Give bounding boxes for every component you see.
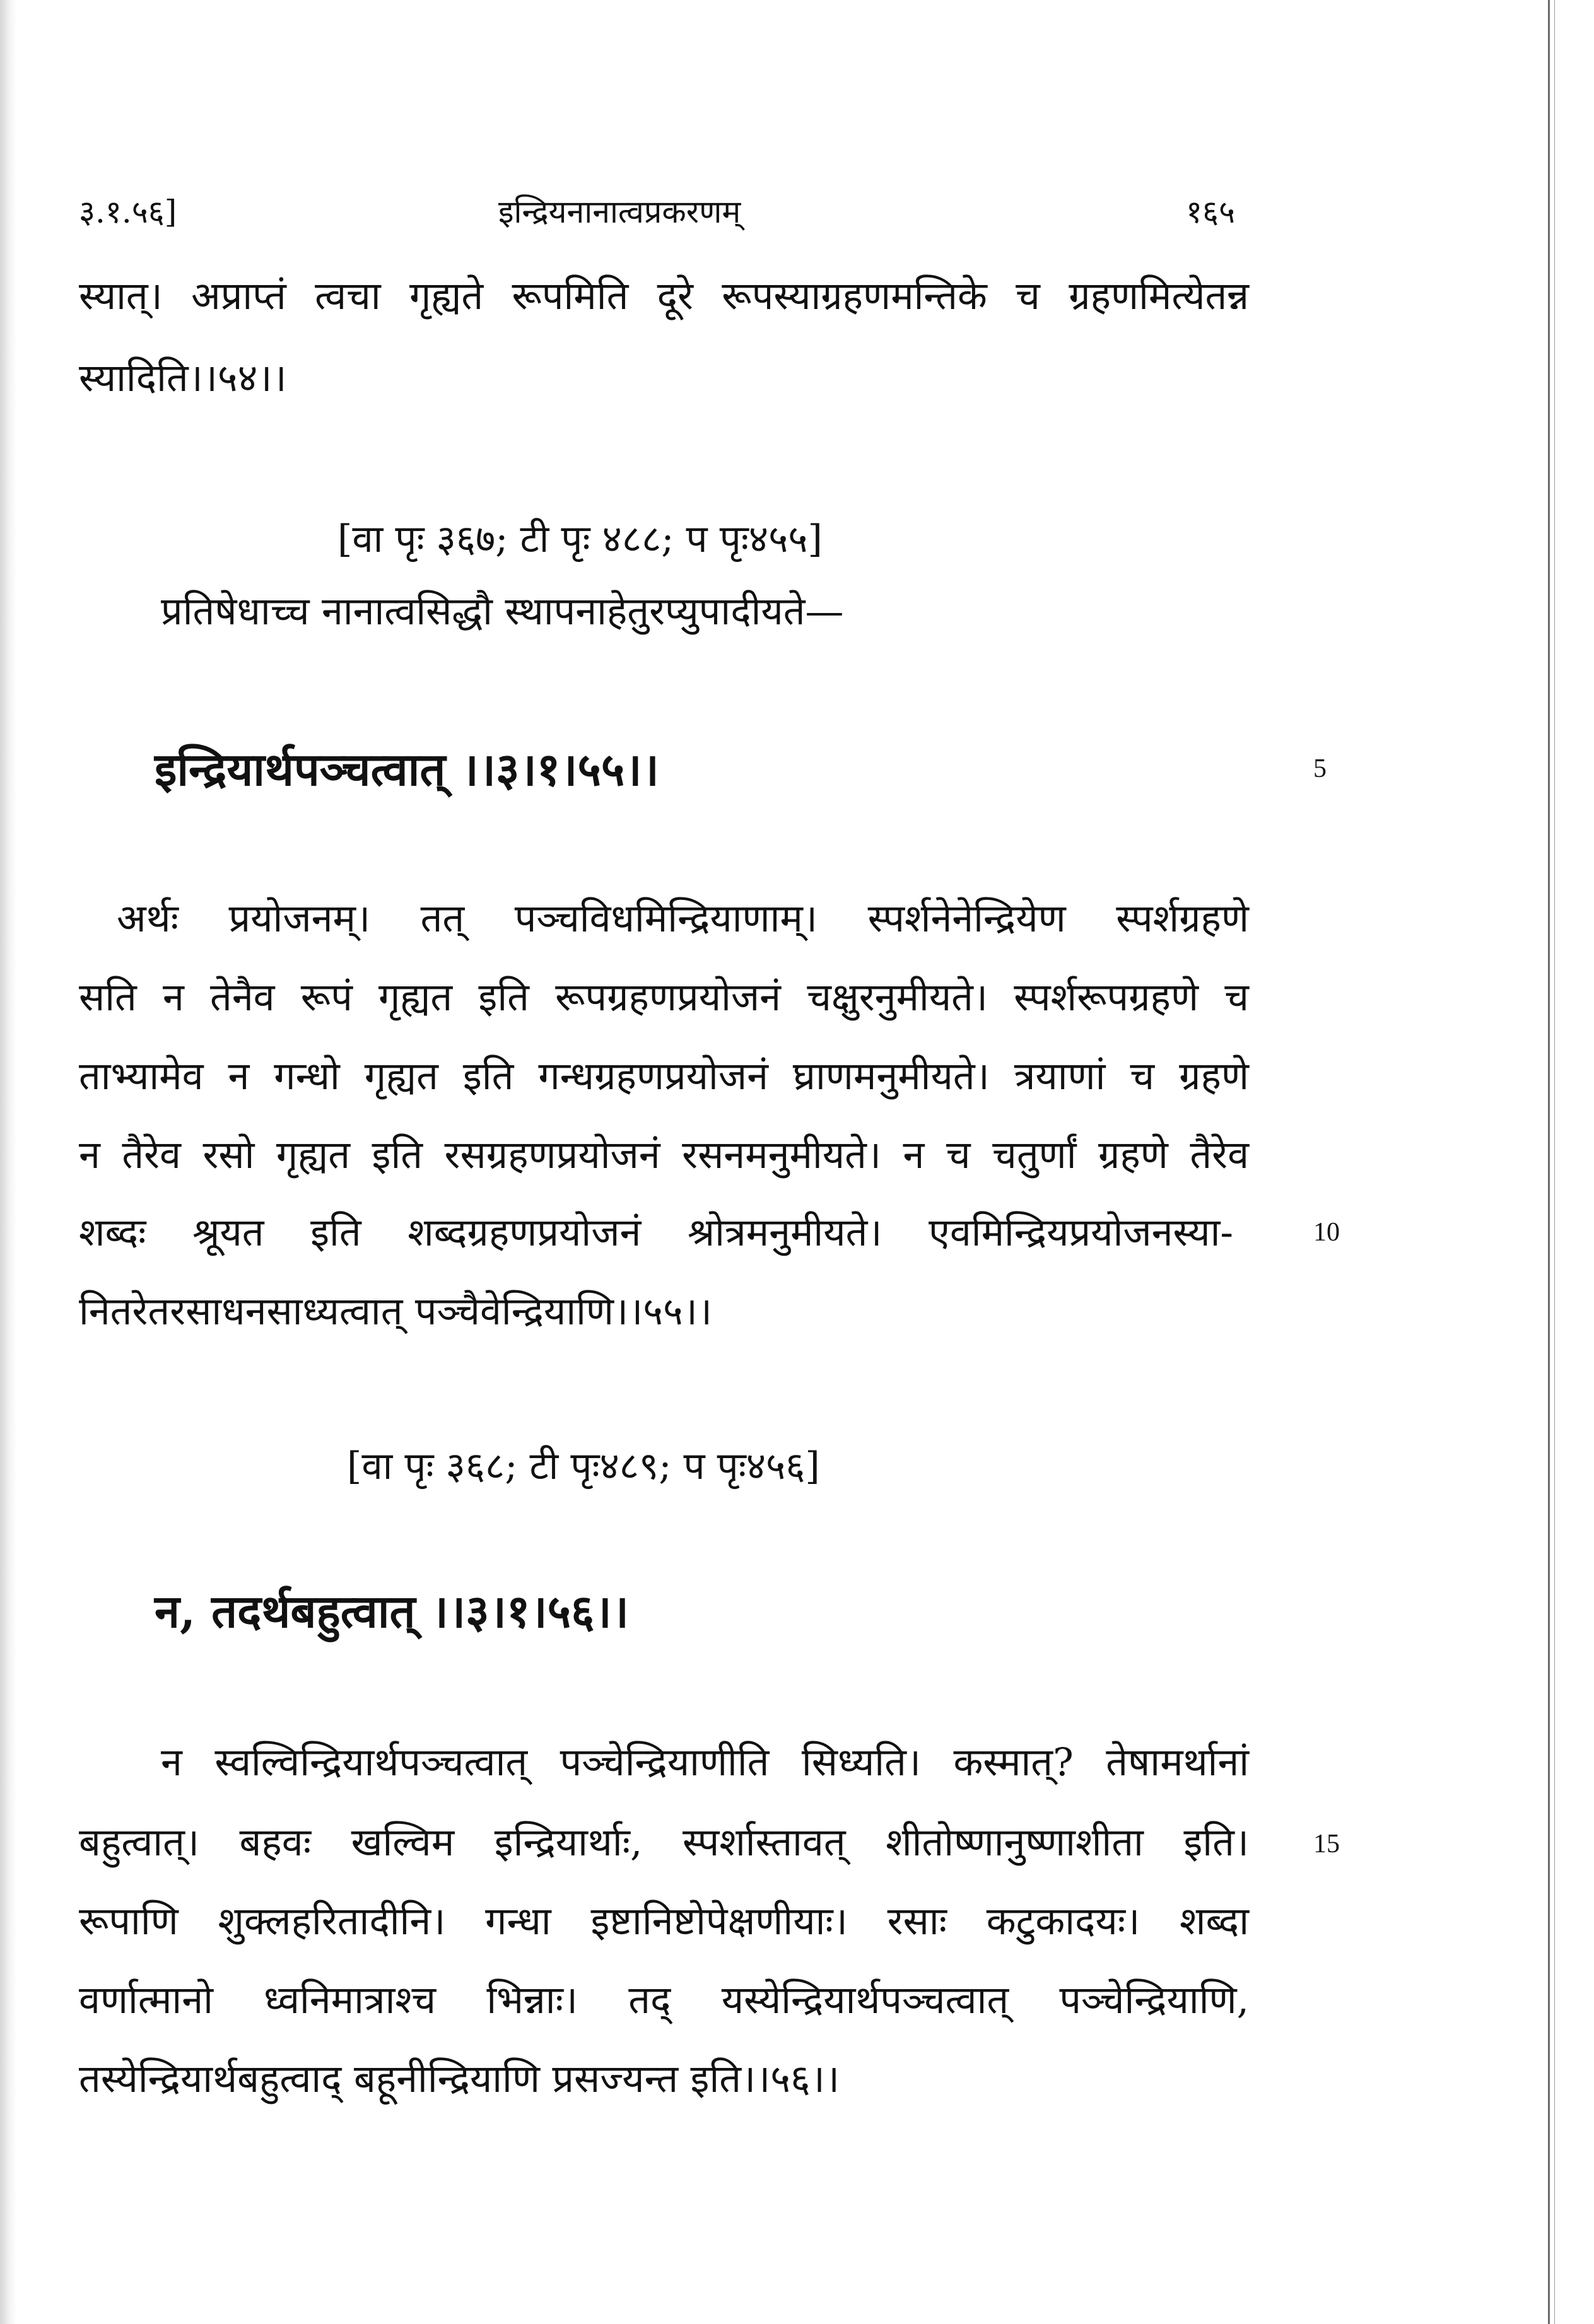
text-line: बहुत्वात्। बहवः खल्विम इन्द्रियार्थाः, स्पर्शास्तावत् शीतोष्णानुष्णाशीता इति। bbox=[79, 1820, 1249, 1865]
page-edge-line-secondary bbox=[1554, 0, 1555, 2324]
sutra-heading: इन्द्रियार्थपञ्चत्वात् ।।३।१।५५।। bbox=[155, 742, 659, 796]
page-edge-line bbox=[1548, 0, 1550, 2324]
text-line: सति न तेनैव रूपं गृह्यत इति रूपग्रहणप्रयोजनं चक्षुरनुमीयते। स्पर्शरूपग्रहणे च bbox=[79, 975, 1249, 1020]
sutra-heading: न, तदर्थबहुत्वात् ।।३।१।५६।। bbox=[155, 1584, 630, 1638]
text-line: नितरेतरसाधनसाध्यत्वात् पञ्चैवेन्द्रियाणि।।५५।। bbox=[79, 1289, 712, 1334]
header-title: इन्द्रियनानात्वप्रकरणम् bbox=[498, 194, 741, 230]
text-line: अर्थः प्रयोजनम्। तत् पञ्चविधमिन्द्रियाणाम्। स्पर्शनेनेन्द्रियेण स्पर्शग्रहणे bbox=[117, 896, 1249, 941]
header-page-number: १६५ bbox=[1186, 194, 1235, 230]
text-line: स्यादिति।।५४।। bbox=[79, 356, 287, 400]
text-line: तस्येन्द्रियार्थबहुत्वाद् बहूनीन्द्रियाणि प्रसज्यन्त इति।।५६।। bbox=[79, 2057, 840, 2101]
text-line: न स्वल्विन्द्रियार्थपञ्चत्वात् पञ्चेन्द्रियाणीति सिध्यति। कस्मात्? तेषामर्थानां bbox=[161, 1740, 1249, 1785]
reference-line: [वा पृः ३६८; टी पृः४८९; प पृः४५६] bbox=[347, 1444, 820, 1488]
line-number: 5 bbox=[1313, 754, 1327, 783]
text-line: वर्णात्मानो ध्वनिमात्राश्च भिन्नाः। तद् यस्येन्द्रियार्थपञ्चत्वात् पञ्चेन्द्रियाणि, bbox=[79, 1978, 1249, 2023]
text-line: शब्दः श्रूयत इति शब्दग्रहणप्रयोजनं श्रोत्रमनुमीयते। एवमिन्द्रियप्रयोजनस्या- bbox=[79, 1210, 1233, 1255]
line-number: 10 bbox=[1313, 1218, 1340, 1247]
header-section-number: ३.१.५६] bbox=[79, 194, 177, 230]
page-scan-shadow bbox=[0, 0, 16, 2324]
intro-line: प्रतिषेधाच्च नानात्वसिद्धौ स्थापनाहेतुरप्युपादीयते— bbox=[161, 589, 844, 634]
text-line: रूपाणि शुक्लहरितादीनि। गन्धा इष्टानिष्टोपेक्षणीयाः। रसाः कटुकादयः। शब्दा bbox=[79, 1899, 1249, 1944]
text-line: न तैरेव रसो गृह्यत इति रसग्रहणप्रयोजनं रसनमनुमीयते। न च चतुर्णां ग्रहणे तैरेव bbox=[79, 1133, 1249, 1177]
text-line: ताभ्यामेव न गन्धो गृह्यत इति गन्धग्रहणप्रयोजनं घ्राणमनुमीयते। त्रयाणां च ग्रहणे bbox=[79, 1054, 1249, 1099]
line-number: 15 bbox=[1313, 1830, 1340, 1859]
reference-line: [वा पृः ३६७; टी पृः ४८८; प पृः४५५] bbox=[337, 517, 823, 561]
text-line: स्यात्। अप्राप्तं त्वचा गृह्यते रूपमिति दूरे रूपस्याग्रहणमन्तिके च ग्रहणमित्येतन्न bbox=[79, 274, 1249, 318]
